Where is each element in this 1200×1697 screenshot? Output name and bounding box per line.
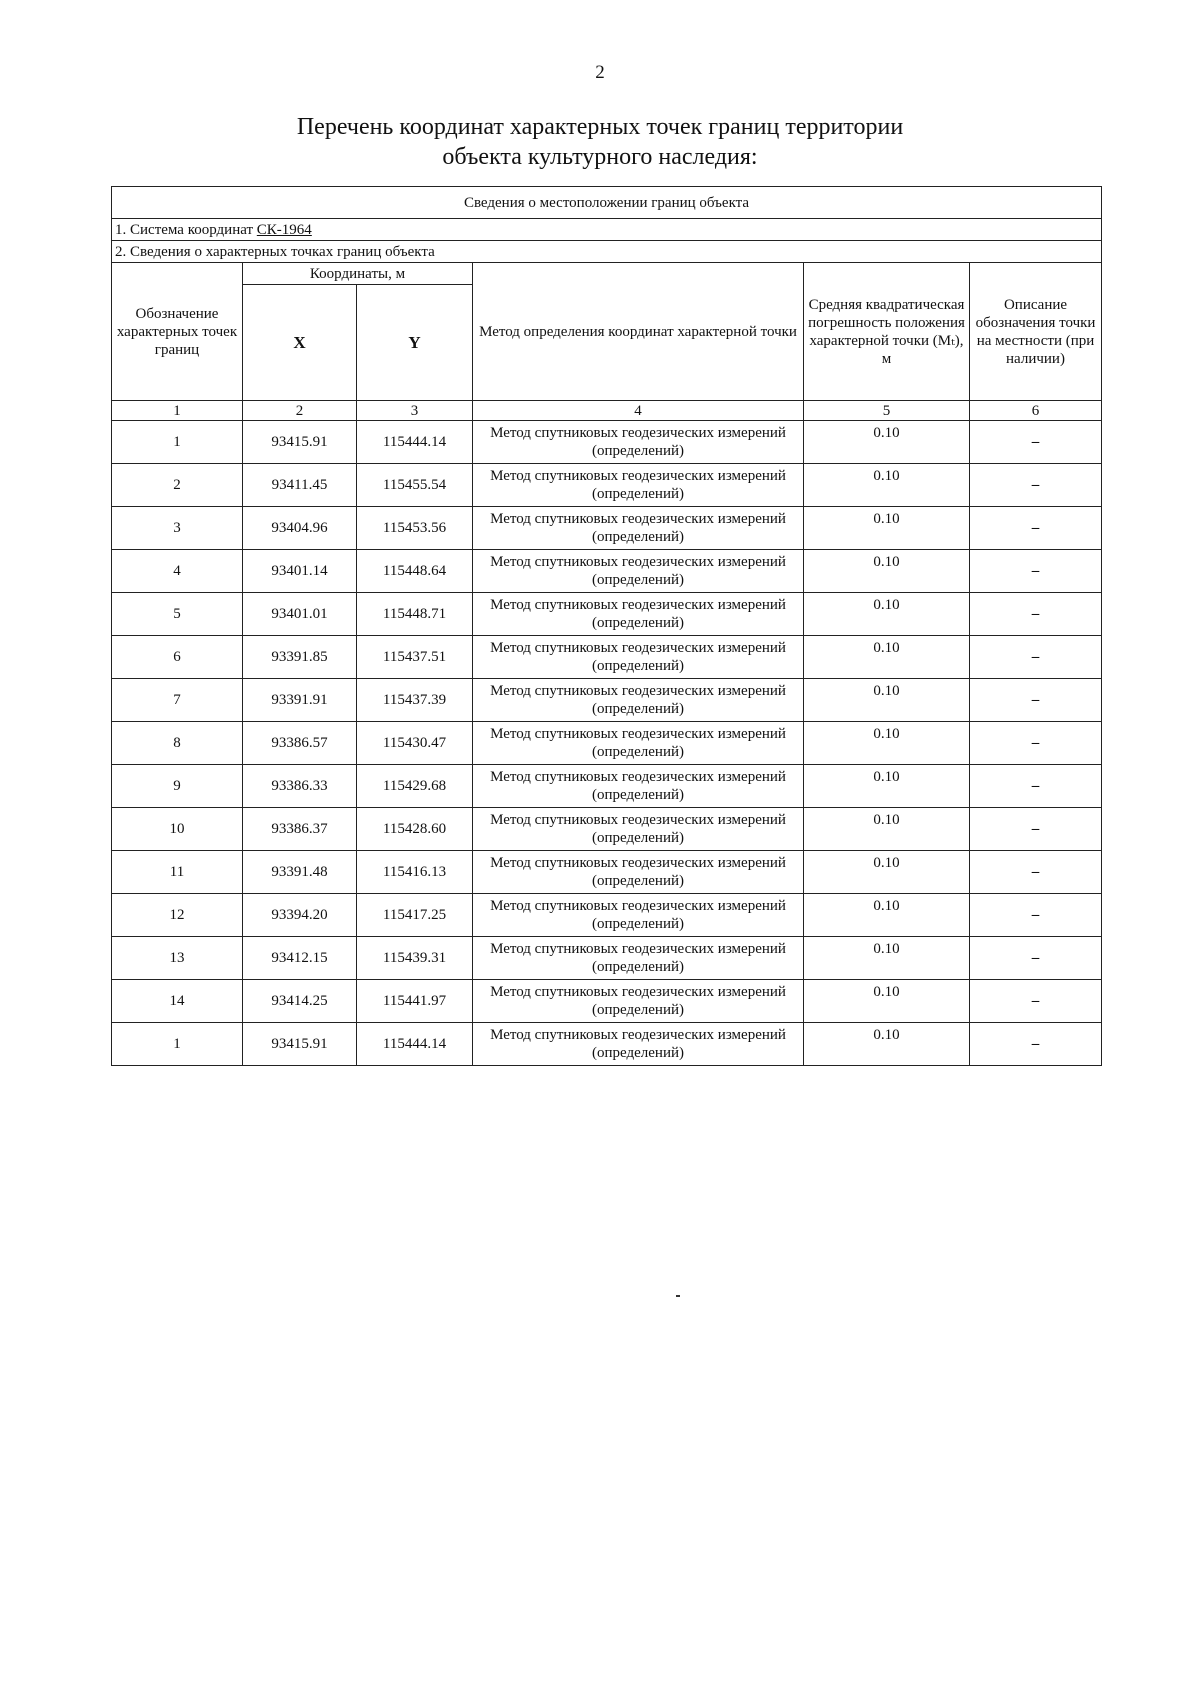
point-designation-cell: 13 xyxy=(112,937,243,980)
accuracy-cell: 0.10 xyxy=(804,464,970,507)
description-cell: – xyxy=(970,421,1102,464)
y-coordinate-cell: 115437.51 xyxy=(357,636,473,679)
accuracy-cell: 0.10 xyxy=(804,980,970,1023)
point-designation-cell: 4 xyxy=(112,550,243,593)
description-cell: – xyxy=(970,722,1102,765)
x-coordinate-cell: 93415.91 xyxy=(243,1023,357,1066)
accuracy-cell: 0.10 xyxy=(804,679,970,722)
y-coordinate-cell: 115439.31 xyxy=(357,937,473,980)
accuracy-cell: 0.10 xyxy=(804,507,970,550)
method-cell: Метод спутниковых геодезических измерений (определений) xyxy=(473,507,804,550)
coordinate-system-value: СК-1964 xyxy=(256,221,312,238)
point-designation-cell: 6 xyxy=(112,636,243,679)
x-coordinate-cell: 93394.20 xyxy=(243,894,357,937)
x-coordinate-cell: 93391.48 xyxy=(243,851,357,894)
x-coordinate-cell: 93386.37 xyxy=(243,808,357,851)
points-section-header: 2. Сведения о характерных точках границ объекта xyxy=(112,241,1102,263)
description-cell: – xyxy=(970,1023,1102,1066)
point-designation-cell: 14 xyxy=(112,980,243,1023)
method-cell: Метод спутниковых геодезических измерений (определений) xyxy=(473,765,804,808)
table-row xyxy=(112,593,1102,636)
accuracy-cell: 0.10 xyxy=(804,1023,970,1066)
accuracy-cell: 0.10 xyxy=(804,851,970,894)
x-coordinate-cell: 93386.33 xyxy=(243,765,357,808)
y-coordinate-cell: 115448.64 xyxy=(357,550,473,593)
column-number: 1 xyxy=(112,401,243,421)
column-header-x: X xyxy=(243,285,357,401)
method-cell: Метод спутниковых геодезических измерений (определений) xyxy=(473,722,804,765)
y-coordinate-cell: 115429.68 xyxy=(357,765,473,808)
y-coordinate-cell: 115441.97 xyxy=(357,980,473,1023)
column-header-method: Метод определения координат характерной точки xyxy=(473,263,804,401)
accuracy-cell: 0.10 xyxy=(804,937,970,980)
point-designation-cell: 2 xyxy=(112,464,243,507)
method-cell: Метод спутниковых геодезических измерений (определений) xyxy=(473,464,804,507)
coordinates-table xyxy=(111,186,1102,1066)
x-coordinate-cell: 93391.85 xyxy=(243,636,357,679)
table-row xyxy=(112,851,1102,894)
description-cell: – xyxy=(970,550,1102,593)
table-row xyxy=(112,808,1102,851)
x-coordinate-cell: 93386.57 xyxy=(243,722,357,765)
x-coordinate-cell: 93412.15 xyxy=(243,937,357,980)
table-row xyxy=(112,894,1102,937)
x-coordinate-cell: 93401.01 xyxy=(243,593,357,636)
column-header-designation: Обозначение характерных точек границ xyxy=(112,263,243,401)
table-row xyxy=(112,722,1102,765)
column-number: 6 xyxy=(970,401,1102,421)
description-cell: – xyxy=(970,894,1102,937)
table-row xyxy=(112,421,1102,464)
y-coordinate-cell: 115437.39 xyxy=(357,679,473,722)
table-row xyxy=(112,980,1102,1023)
table-row xyxy=(112,636,1102,679)
method-cell: Метод спутниковых геодезических измерений (определений) xyxy=(473,1023,804,1066)
x-coordinate-cell: 93391.91 xyxy=(243,679,357,722)
x-coordinate-cell: 93404.96 xyxy=(243,507,357,550)
x-coordinate-cell: 93401.14 xyxy=(243,550,357,593)
y-coordinate-cell: 115453.56 xyxy=(357,507,473,550)
accuracy-cell: 0.10 xyxy=(804,550,970,593)
description-cell: – xyxy=(970,636,1102,679)
column-number: 3 xyxy=(357,401,473,421)
accuracy-cell: 0.10 xyxy=(804,894,970,937)
description-cell: – xyxy=(970,851,1102,894)
description-cell: – xyxy=(970,765,1102,808)
method-cell: Метод спутниковых геодезических измерений (определений) xyxy=(473,679,804,722)
column-header-y: Y xyxy=(357,285,473,401)
point-designation-cell: 9 xyxy=(112,765,243,808)
point-designation-cell: 11 xyxy=(112,851,243,894)
accuracy-cell: 0.10 xyxy=(804,421,970,464)
point-designation-cell: 10 xyxy=(112,808,243,851)
coordinate-system-label: 1. Система координат xyxy=(115,221,257,238)
column-header-coordinates: Координаты, м xyxy=(243,263,473,285)
point-designation-cell: 1 xyxy=(112,421,243,464)
description-cell: – xyxy=(970,937,1102,980)
accuracy-cell: 0.10 xyxy=(804,808,970,851)
y-coordinate-cell: 115448.71 xyxy=(357,593,473,636)
table-row xyxy=(112,937,1102,980)
x-coordinate-cell: 93411.45 xyxy=(243,464,357,507)
table-row xyxy=(112,507,1102,550)
column-header-accuracy: Средняя квадратическая погрешность положения характерной точки (Mₜ), м xyxy=(804,263,970,401)
method-cell: Метод спутниковых геодезических измерений (определений) xyxy=(473,550,804,593)
table-row xyxy=(112,679,1102,722)
description-cell: – xyxy=(970,980,1102,1023)
description-cell: – xyxy=(970,679,1102,722)
method-cell: Метод спутниковых геодезических измерений (определений) xyxy=(473,894,804,937)
description-cell: – xyxy=(970,593,1102,636)
column-header-description: Описание обозначения точки на местности (при наличии) xyxy=(970,263,1102,401)
y-coordinate-cell: 115428.60 xyxy=(357,808,473,851)
method-cell: Метод спутниковых геодезических измерений (определений) xyxy=(473,980,804,1023)
method-cell: Метод спутниковых геодезических измерений (определений) xyxy=(473,851,804,894)
y-coordinate-cell: 115444.14 xyxy=(357,1023,473,1066)
point-designation-cell: 5 xyxy=(112,593,243,636)
method-cell: Метод спутниковых геодезических измерений (определений) xyxy=(473,636,804,679)
point-designation-cell: 3 xyxy=(112,507,243,550)
point-designation-cell: 1 xyxy=(112,1023,243,1066)
method-cell: Метод спутниковых геодезических измерений (определений) xyxy=(473,421,804,464)
method-cell: Метод спутниковых геодезических измерений (определений) xyxy=(473,593,804,636)
y-coordinate-cell: 115455.54 xyxy=(357,464,473,507)
description-cell: – xyxy=(970,808,1102,851)
method-cell: Метод спутниковых геодезических измерений (определений) xyxy=(473,937,804,980)
coordinate-system-row xyxy=(112,219,1102,241)
document-title xyxy=(0,112,1200,172)
column-number: 5 xyxy=(804,401,970,421)
x-coordinate-cell: 93415.91 xyxy=(243,421,357,464)
method-cell: Метод спутниковых геодезических измерений (определений) xyxy=(473,808,804,851)
point-designation-cell: 7 xyxy=(112,679,243,722)
accuracy-cell: 0.10 xyxy=(804,765,970,808)
document-title-line-2: объекта культурного наследия: xyxy=(442,144,758,170)
table-row xyxy=(112,550,1102,593)
y-coordinate-cell: 115444.14 xyxy=(357,421,473,464)
point-designation-cell: 12 xyxy=(112,894,243,937)
table-row xyxy=(112,1023,1102,1066)
y-coordinate-cell: 115417.25 xyxy=(357,894,473,937)
accuracy-cell: 0.10 xyxy=(804,722,970,765)
point-designation-cell: 8 xyxy=(112,722,243,765)
description-cell: – xyxy=(970,464,1102,507)
accuracy-cell: 0.10 xyxy=(804,636,970,679)
column-number: 4 xyxy=(473,401,804,421)
document-title-line-1: Перечень координат характерных точек границ территории xyxy=(296,114,904,140)
section-header: Сведения о местоположении границ объекта xyxy=(112,187,1102,219)
column-number: 2 xyxy=(243,401,357,421)
x-coordinate-cell: 93414.25 xyxy=(243,980,357,1023)
y-coordinate-cell: 115430.47 xyxy=(357,722,473,765)
table-row xyxy=(112,765,1102,808)
y-coordinate-cell: 115416.13 xyxy=(357,851,473,894)
column-numbers-row xyxy=(112,401,1102,421)
accuracy-cell: 0.10 xyxy=(804,593,970,636)
description-cell: – xyxy=(970,507,1102,550)
table-row xyxy=(112,464,1102,507)
page-number: 2 xyxy=(595,62,605,83)
stray-mark xyxy=(676,1295,680,1297)
